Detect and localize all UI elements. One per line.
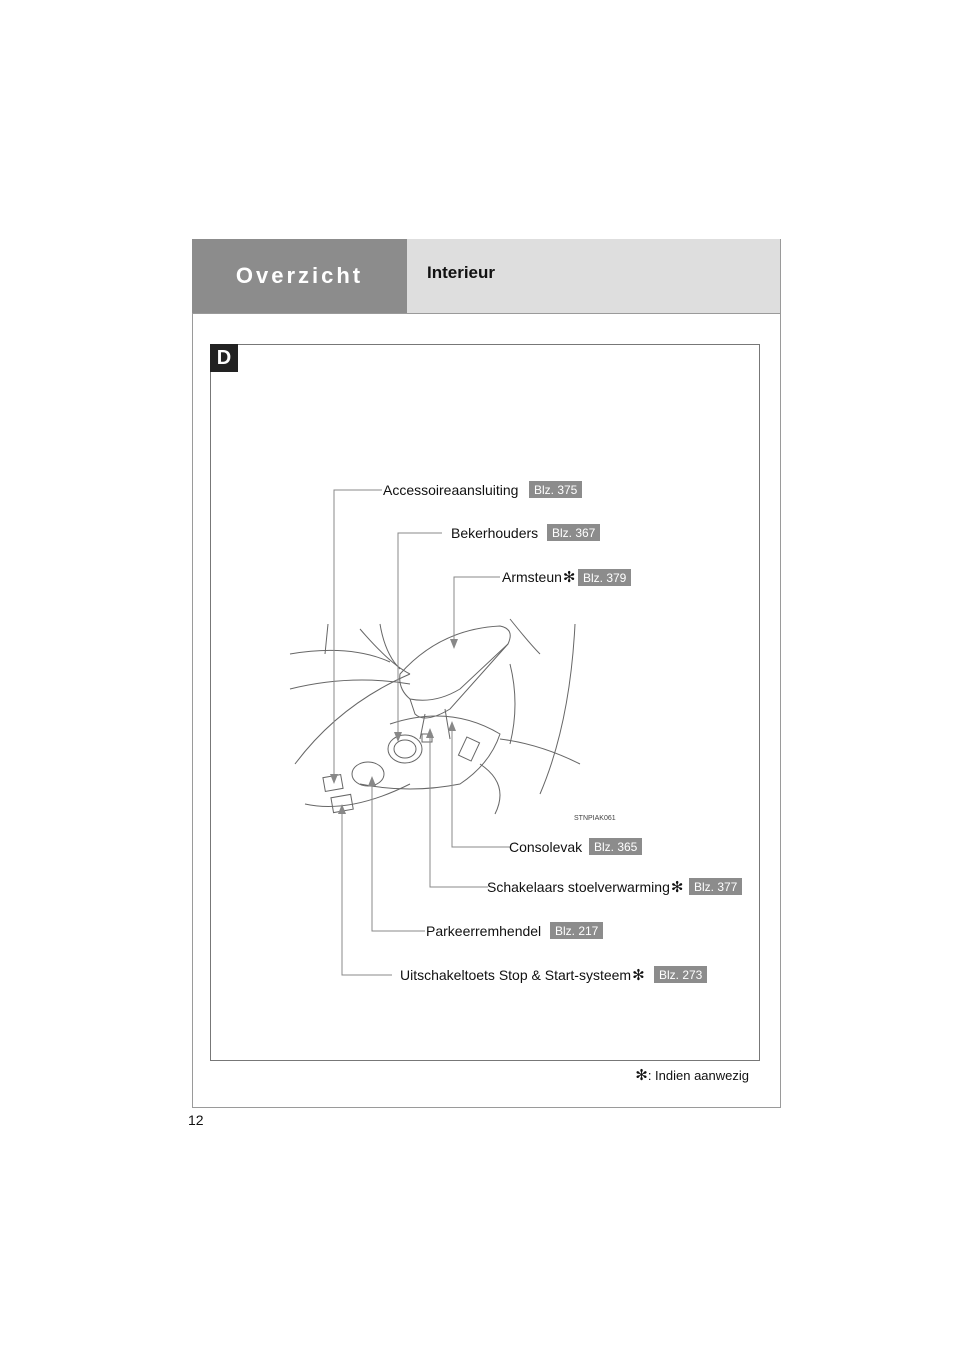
callout-text: Schakelaars stoelverwarming — [487, 879, 670, 895]
header-divider — [192, 313, 781, 314]
console-illustration — [210, 344, 760, 1061]
callout-parking-brake-ref: Blz. 217 — [550, 922, 603, 939]
optional-star-icon: ✻ — [562, 569, 576, 586]
callout-cup-holders-ref: Blz. 367 — [547, 524, 600, 541]
title-tab — [407, 239, 781, 313]
callout-armrest-label — [502, 568, 576, 586]
callout-text: Accessoireaansluiting — [383, 482, 519, 498]
callout-text: Armsteun — [502, 569, 562, 585]
callout-text: Uitschakeltoets Stop & Start-systeem — [400, 967, 632, 983]
section-title: Overzicht — [235, 263, 364, 288]
callout-seat-heater-label — [487, 878, 683, 896]
callout-console-box-ref: Blz. 365 — [589, 838, 642, 855]
callout-seat-heater-ref: Blz. 377 — [689, 878, 742, 895]
callout-parking-brake-label — [426, 922, 541, 940]
callout-cup-holders-label — [451, 524, 538, 542]
callout-stop-start-label — [400, 966, 645, 984]
footnote — [634, 1066, 749, 1084]
callout-armrest-ref: Blz. 379 — [578, 569, 631, 586]
callout-stop-start-ref: Blz. 273 — [654, 966, 707, 983]
optional-star-icon: ✻ — [670, 879, 684, 896]
figure-code: STNPIAK061 — [574, 815, 616, 822]
figure-badge: D — [210, 344, 238, 372]
callout-text: Parkeerremhendel — [426, 923, 542, 939]
callout-accessory-socket-label — [383, 481, 518, 499]
callout-accessory-socket-ref: Blz. 375 — [529, 481, 582, 498]
footnote-text: : Indien aanwezig — [647, 1067, 749, 1083]
optional-star-icon: ✻ — [635, 1067, 648, 1084]
section-tab — [192, 239, 407, 313]
optional-star-icon: ✻ — [632, 967, 645, 984]
page-number: 12 — [188, 1112, 204, 1128]
page-title: Interieur — [427, 263, 496, 282]
callout-text: Bekerhouders — [451, 525, 539, 541]
callout-text: Consolevak — [509, 839, 583, 855]
callout-console-box-label — [509, 838, 582, 856]
